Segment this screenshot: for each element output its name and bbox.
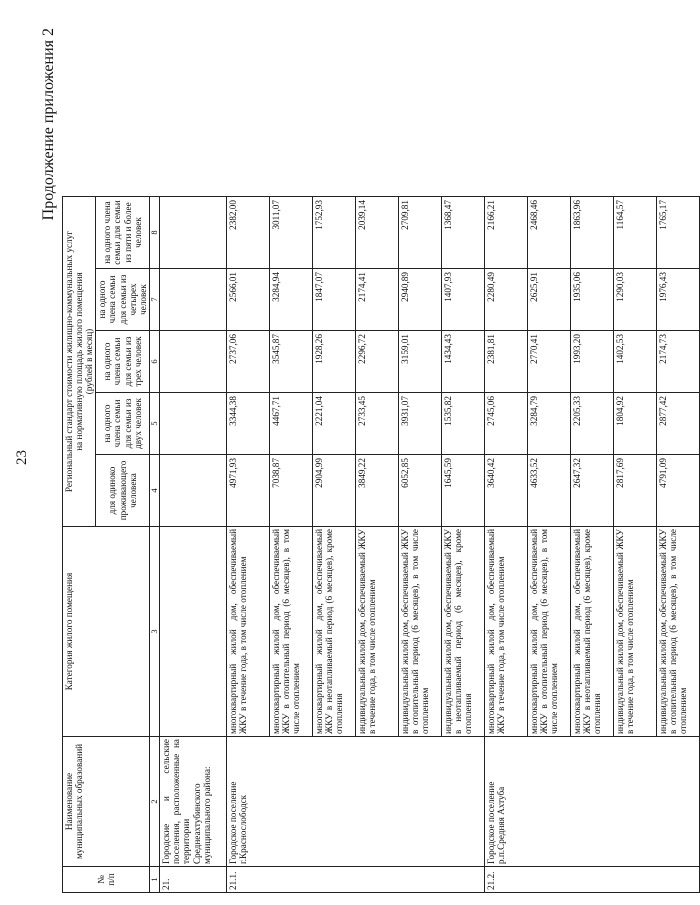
- housing-category: многоквартирный жилой дом, обеспечиваемый ЖКУ в неотапливаемый период (6 месяцев), кроме отопления: [313, 527, 356, 737]
- cost-value: 1368,47: [442, 197, 485, 269]
- cost-value: 2733,45: [356, 393, 399, 455]
- header-no: № п/п: [63, 867, 150, 893]
- cost-value: 4467,71: [270, 393, 313, 455]
- header-sub-4: на одного члена семьи для семьи из четырех человек: [96, 269, 150, 331]
- column-number-row: [149, 197, 159, 893]
- column-number: 4: [149, 455, 159, 527]
- cost-value: 2468,46: [528, 197, 571, 269]
- table-row: [485, 197, 528, 893]
- cost-value: 1290,03: [614, 269, 657, 331]
- cost-value: 3545,87: [270, 331, 313, 393]
- housing-category: индивидуальный жилой дом, обеспечиваемый ЖКУ в неотапливаемый период (6 месяцев), кроме отопления: [442, 527, 485, 737]
- housing-category: многоквартирный жилой дом, обеспечиваемый ЖКУ в течение года, в том числе отоплением: [227, 527, 270, 737]
- cost-value: 1434,43: [442, 331, 485, 393]
- cost-value: 1935,06: [571, 269, 614, 331]
- row-number: 21.2.: [485, 867, 700, 893]
- cost-value: 3849,22: [356, 455, 399, 527]
- cost-value: 2166,21: [485, 197, 528, 269]
- column-number: 3: [149, 527, 159, 737]
- cost-value: 2709,81: [399, 197, 442, 269]
- table-row: [227, 197, 270, 893]
- cost-value: 3640,42: [485, 455, 528, 527]
- housing-category: индивидуальный жилой дом, обеспечиваемый ЖКУ в отопительный период (6 месяцев), в том числе отоплением: [657, 527, 700, 737]
- cost-value: 4971,93: [227, 455, 270, 527]
- housing-standard-table: [62, 196, 700, 893]
- header-name: Наименование муниципальных образований: [63, 737, 150, 867]
- cost-value: 2039,14: [356, 197, 399, 269]
- section-name: Городские и сельские поселения, расположенные на территории Среднеахтубинского муниципального района:: [160, 737, 227, 867]
- header-sub-2: на одного члена семьи для семьи из двух человек: [96, 393, 150, 455]
- municipality-name: Городское поселение р.п.Средняя Ахтуба: [485, 737, 700, 867]
- cost-value: 2296,72: [356, 331, 399, 393]
- header-sub-1: для одиноко проживающего человека: [96, 455, 150, 527]
- cost-value: 4633,52: [528, 455, 571, 527]
- cost-value: 1407,93: [442, 269, 485, 331]
- cost-value: 3159,01: [399, 331, 442, 393]
- cost-value: 2817,69: [614, 455, 657, 527]
- housing-category: многоквартирный жилой дом, обеспечиваемый ЖКУ в отопительный период (6 месяцев), в том числе отоплением: [528, 527, 571, 737]
- column-number: 5: [149, 393, 159, 455]
- header-sub-3: на одного члена семьи для семьи из трех человек: [96, 331, 150, 393]
- housing-category: многоквартирный жилой дом, обеспечиваемый ЖКУ в течение года, в том числе отоплением: [485, 527, 528, 737]
- cost-value: 2566,01: [227, 269, 270, 331]
- table-body: [227, 197, 700, 893]
- column-number: 1: [149, 867, 159, 893]
- cost-value: 2940,89: [399, 269, 442, 331]
- header-sub-5: на одного члена семьи для семьи из пяти и более человек: [96, 197, 150, 269]
- row-number: 21.1.: [227, 867, 485, 893]
- housing-category: многоквартирный жилой дом, обеспечиваемый ЖКУ в неотапливаемый период (6 месяцев), кроме отопления: [571, 527, 614, 737]
- cost-value: 6052,85: [399, 455, 442, 527]
- cost-value: 2877,42: [657, 393, 700, 455]
- cost-value: 3284,94: [270, 269, 313, 331]
- cost-value: 1752,93: [313, 197, 356, 269]
- cost-value: 1164,57: [614, 197, 657, 269]
- cost-value: 2381,81: [485, 331, 528, 393]
- cost-value: 1402,53: [614, 331, 657, 393]
- cost-value: 1847,07: [313, 269, 356, 331]
- housing-category: индивидуальный жилой дом, обеспечиваемый ЖКУ в течение года, в том числе отоплением: [356, 527, 399, 737]
- header-row-1: [63, 197, 96, 893]
- municipality-name: Городское поселение г.Краснослободск: [227, 737, 485, 867]
- continuation-title: Продолжение приложения 2: [40, 28, 57, 221]
- header-category: Категория жилого помещения: [63, 527, 150, 737]
- cost-value: 1928,26: [313, 331, 356, 393]
- cost-value: 1535,82: [442, 393, 485, 455]
- cost-value: 3931,07: [399, 393, 442, 455]
- cost-value: 3011,07: [270, 197, 313, 269]
- housing-category: индивидуальный жилой дом, обеспечиваемый ЖКУ в отопительный период (6 месяцев), в том числе отоплением: [399, 527, 442, 737]
- housing-category: многоквартирный жилой дом, обеспечиваемый ЖКУ в отопительный период (6 месяцев), в том числе отоплением: [270, 527, 313, 737]
- cost-value: 1863,96: [571, 197, 614, 269]
- column-number: 8: [149, 197, 159, 269]
- cost-value: 2205,33: [571, 393, 614, 455]
- column-number: 7: [149, 269, 159, 331]
- cost-value: 3284,79: [528, 393, 571, 455]
- cost-value: 2625,91: [528, 269, 571, 331]
- cost-value: 3344,38: [227, 393, 270, 455]
- cost-value: 2382,00: [227, 197, 270, 269]
- cost-value: 2770,41: [528, 331, 571, 393]
- cost-value: 2174,41: [356, 269, 399, 331]
- column-number: 2: [149, 737, 159, 867]
- cost-value: 7038,87: [270, 455, 313, 527]
- cost-value: 2647,32: [571, 455, 614, 527]
- cost-value: 2221,04: [313, 393, 356, 455]
- cost-value: 1976,43: [657, 269, 700, 331]
- cost-value: 2737,06: [227, 331, 270, 393]
- cost-value: 2280,49: [485, 269, 528, 331]
- page-number: 23: [14, 450, 30, 465]
- cost-value: 1993,20: [571, 331, 614, 393]
- cost-value: 2174,73: [657, 331, 700, 393]
- cost-value: 1645,59: [442, 455, 485, 527]
- cost-value: 4791,09: [657, 455, 700, 527]
- cost-value: 1765,17: [657, 197, 700, 269]
- housing-category: индивидуальный жилой дом, обеспечиваемый ЖКУ в течение года, в том числе отоплением: [614, 527, 657, 737]
- column-number: 6: [149, 331, 159, 393]
- cost-value: 2745,06: [485, 393, 528, 455]
- header-standard: Региональный стандарт стоимости жилищно-коммунальных услуг на нормативную площадь жилого помещения (рублей в месяц): [63, 197, 96, 527]
- cost-value: 1804,92: [614, 393, 657, 455]
- section-row: [160, 197, 227, 893]
- section-no: 21.: [160, 867, 227, 893]
- cost-value: 2904,99: [313, 455, 356, 527]
